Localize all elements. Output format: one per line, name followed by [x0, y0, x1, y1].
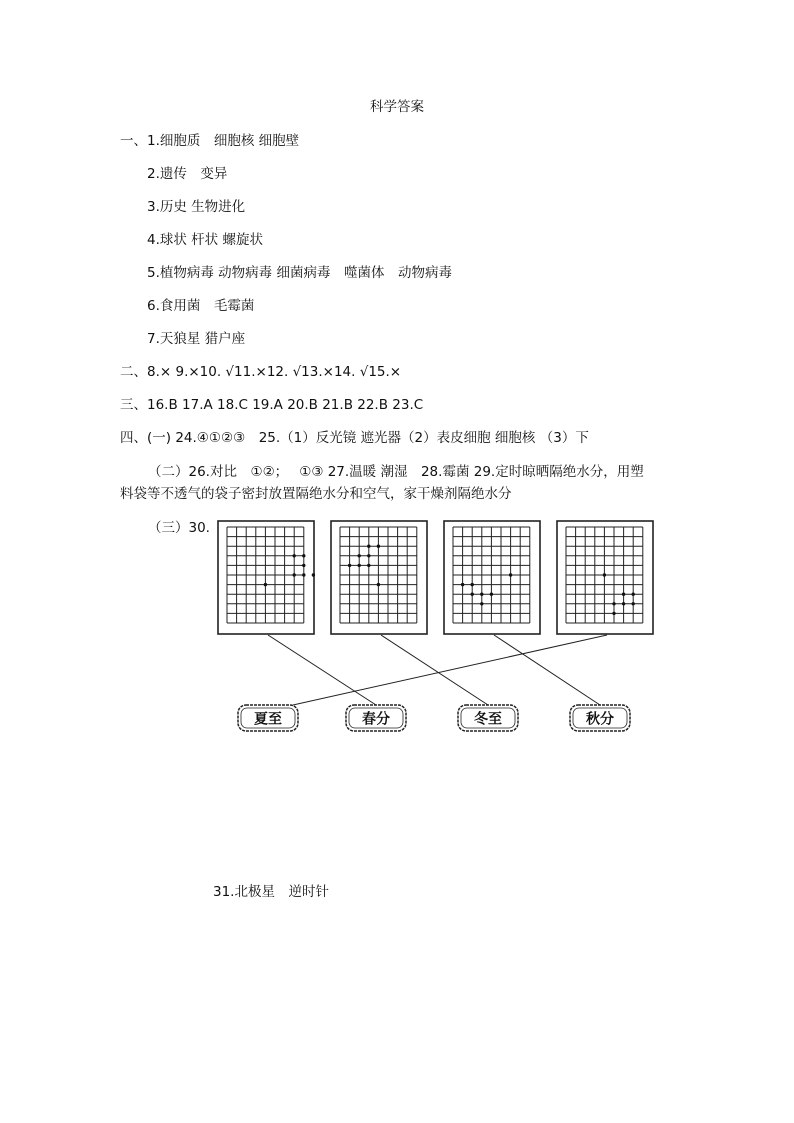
answer-item-6: 6.食用菌 毛霉菌 — [147, 298, 255, 314]
answer-item-3: 3.历史 生物进化 — [147, 199, 246, 215]
shadow-dot — [367, 554, 370, 557]
answer-section-4-part-2: （二）26.对比 ①②； ①③ 27.温暖 潮湿 28.霉菌 29.定时晾晒隔绝水分，用塑 — [148, 464, 644, 480]
season-label: 秋分 — [586, 711, 614, 728]
season-label: 夏至 — [254, 711, 282, 728]
answer-item-4: 4.球状 杆状 螺旋状 — [147, 232, 263, 248]
shadow-dot — [264, 583, 267, 586]
season-label-box — [458, 705, 518, 731]
match-line — [268, 635, 376, 705]
answer-section-3: 三、16.B 17.A 18.C 19.A 20.B 21.B 22.B 23.C — [120, 397, 424, 413]
match-line — [381, 635, 488, 705]
shadow-dot — [312, 573, 315, 576]
shadow-dot — [622, 602, 625, 605]
shadow-dot — [358, 564, 361, 567]
season-label: 春分 — [362, 711, 390, 728]
shadow-dot — [461, 583, 464, 586]
season-label: 冬至 — [474, 711, 502, 728]
match-line — [494, 635, 600, 705]
answer-section-4-part-1: 四、(一) 24.④①②③ 25.（1）反光镜 遮光器（2）表皮细胞 细胞核 （3）下 — [120, 430, 589, 446]
shadow-dot — [293, 573, 296, 576]
answer-item-2: 2.遗传 变异 — [147, 166, 228, 182]
match-line — [293, 635, 607, 705]
shadow-dot — [302, 554, 305, 557]
shadow-grid — [218, 521, 315, 634]
shadow-dot — [632, 593, 635, 596]
shadow-dot — [612, 612, 615, 615]
shadow-dot — [632, 602, 635, 605]
shadow-dot — [509, 573, 512, 576]
shadow-dot — [471, 583, 474, 586]
answer-item-7: 7.天狼星 猎户座 — [147, 331, 246, 347]
shadow-dot — [367, 545, 370, 548]
shadow-dot — [480, 593, 483, 596]
answer-section-4-part-3: （三）30. — [148, 520, 210, 536]
shadow-dot — [480, 602, 483, 605]
shadow-grid — [444, 521, 540, 634]
answer-section-2: 二、8.× 9.×10. √11.×12. √13.×14. √15.× — [120, 364, 402, 380]
season-label-box — [238, 705, 298, 731]
answer-item-31: 31.北极星 逆时针 — [213, 884, 329, 900]
shadow-dot — [622, 593, 625, 596]
shadow-dot — [302, 573, 305, 576]
answer-item-5: 5.植物病毒 动物病毒 细菌病毒 噬菌体 动物病毒 — [147, 265, 452, 281]
shadow-matching-figure — [205, 515, 660, 740]
shadow-dot — [358, 554, 361, 557]
shadow-dot — [377, 545, 380, 548]
shadow-dot — [603, 573, 606, 576]
shadow-dot — [490, 593, 493, 596]
season-label-box — [570, 705, 630, 731]
shadow-grid — [557, 521, 653, 634]
shadow-dot — [293, 554, 296, 557]
shadow-dot — [348, 564, 351, 567]
answer-section-4-part-2-cont: 料袋等不透气的袋子密封放置隔绝水分和空气，家干燥剂隔绝水分 — [120, 486, 512, 502]
answer-section-1-line: 一、1.细胞质 细胞核 细胞壁 — [120, 133, 300, 149]
shadow-dot — [612, 602, 615, 605]
shadow-dot — [302, 564, 305, 567]
shadow-dot — [367, 564, 370, 567]
season-label-box — [346, 705, 406, 731]
shadow-dot — [377, 583, 380, 586]
shadow-grid — [331, 521, 427, 634]
shadow-dot — [471, 593, 474, 596]
page-title: 科学答案 — [370, 99, 424, 115]
